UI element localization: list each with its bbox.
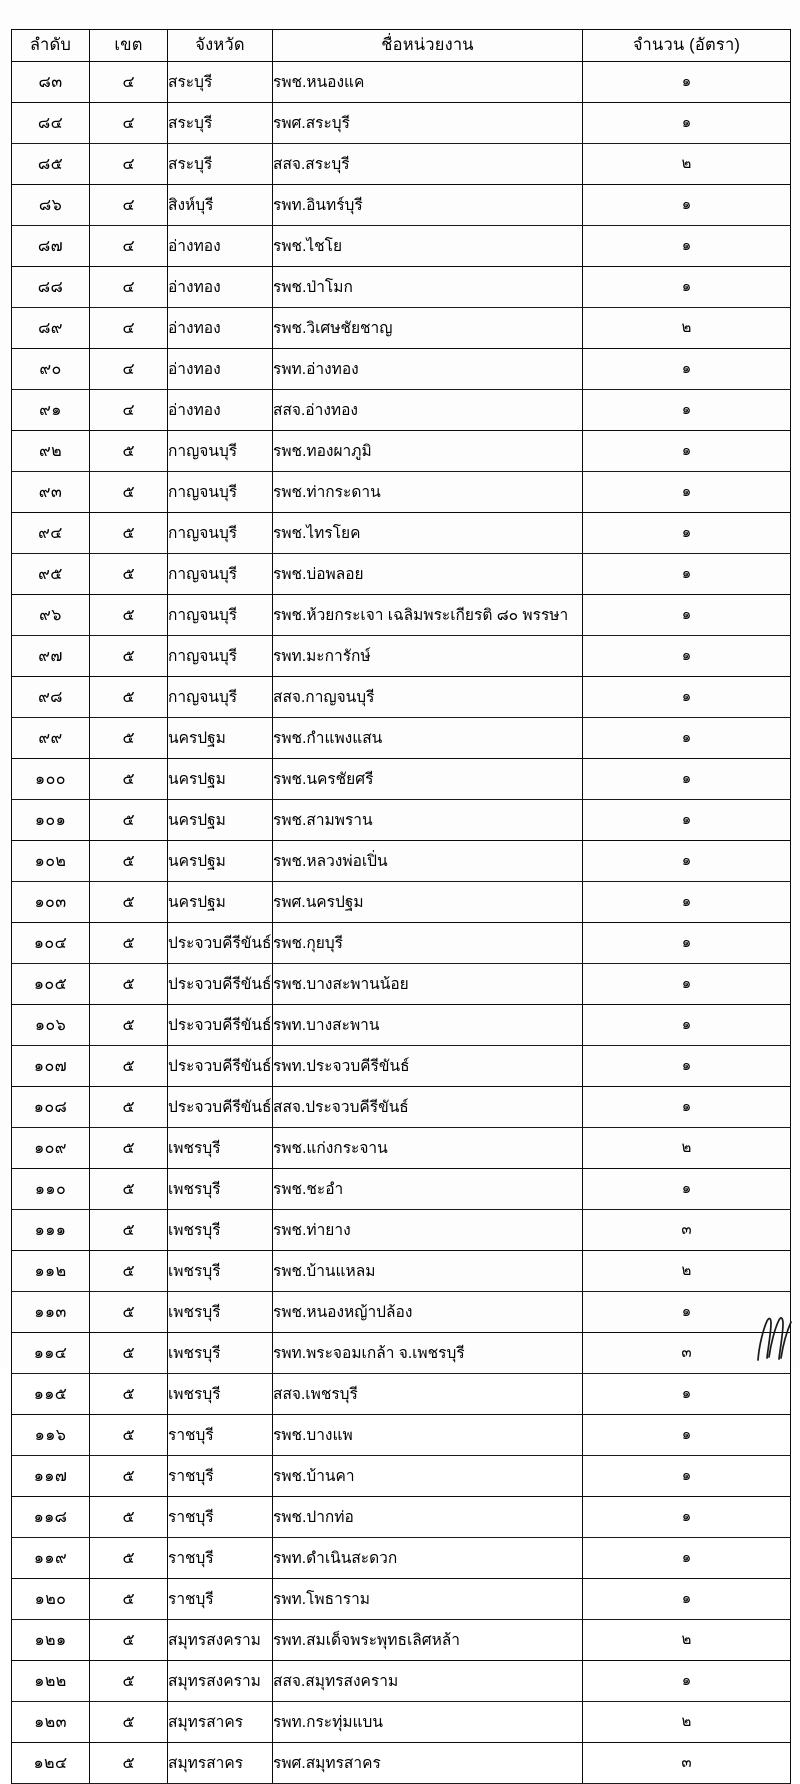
column-header-organization: ชื่อหน่วยงาน	[273, 30, 583, 62]
table-row	[12, 185, 791, 226]
cell-quantity: ๑	[583, 882, 791, 923]
cell-organization: รพช.บ่อพลอย	[273, 554, 583, 595]
cell-quantity: ๑	[583, 513, 791, 554]
cell-zone: ๔	[90, 267, 168, 308]
cell-quantity: ๑	[583, 1169, 791, 1210]
cell-organization: รพช.ห้วยกระเจา เฉลิมพระเกียรติ ๘๐ พรรษา	[273, 595, 583, 636]
cell-seq: ๙๕	[12, 554, 90, 595]
cell-seq: ๑๒๑	[12, 1620, 90, 1661]
cell-quantity: ๑	[583, 1374, 791, 1415]
cell-zone: ๕	[90, 1497, 168, 1538]
table-row	[12, 144, 791, 185]
cell-province: นครปฐม	[168, 882, 273, 923]
cell-organization: รพศ.สมุทรสาคร	[273, 1743, 583, 1784]
cell-quantity: ๑	[583, 472, 791, 513]
cell-quantity: ๑	[583, 1497, 791, 1538]
cell-province: อ่างทอง	[168, 349, 273, 390]
cell-seq: ๑๑๙	[12, 1538, 90, 1579]
table-row	[12, 677, 791, 718]
cell-zone: ๕	[90, 1374, 168, 1415]
cell-quantity: ๑	[583, 1046, 791, 1087]
cell-quantity: ๑	[583, 1538, 791, 1579]
cell-province: ประจวบคีรีขันธ์	[168, 1046, 273, 1087]
cell-quantity: ๑	[583, 1005, 791, 1046]
cell-province: กาญจนบุรี	[168, 472, 273, 513]
cell-seq: ๙๗	[12, 636, 90, 677]
cell-zone: ๕	[90, 1743, 168, 1784]
cell-seq: ๘๘	[12, 267, 90, 308]
cell-zone: ๕	[90, 636, 168, 677]
cell-organization: รพท.โพธาราม	[273, 1579, 583, 1620]
cell-province: กาญจนบุรี	[168, 554, 273, 595]
cell-zone: ๕	[90, 513, 168, 554]
cell-zone: ๕	[90, 677, 168, 718]
cell-organization: รพช.หนองแค	[273, 62, 583, 103]
table-row	[12, 1333, 791, 1374]
cell-quantity: ๑	[583, 595, 791, 636]
table-row	[12, 1620, 791, 1661]
cell-province: ราชบุรี	[168, 1497, 273, 1538]
cell-quantity: ๑	[583, 1661, 791, 1702]
cell-zone: ๕	[90, 841, 168, 882]
cell-province: สมุทรสงคราม	[168, 1620, 273, 1661]
table-header	[12, 30, 791, 62]
cell-organization: รพช.ไชโย	[273, 226, 583, 267]
cell-organization: สสจ.สระบุรี	[273, 144, 583, 185]
cell-quantity: ๑	[583, 923, 791, 964]
cell-organization: รพท.กระทุ่มแบน	[273, 1702, 583, 1743]
cell-organization: รพช.กำแพงแสน	[273, 718, 583, 759]
cell-organization: รพช.บ้านคา	[273, 1456, 583, 1497]
cell-zone: ๕	[90, 1415, 168, 1456]
cell-seq: ๑๐๓	[12, 882, 90, 923]
table-row	[12, 472, 791, 513]
table-row	[12, 349, 791, 390]
cell-seq: ๑๒๐	[12, 1579, 90, 1620]
cell-organization: รพช.วิเศษชัยชาญ	[273, 308, 583, 349]
column-header-quantity: จำนวน (อัตรา)	[583, 30, 791, 62]
table-row	[12, 1251, 791, 1292]
cell-zone: ๕	[90, 1333, 168, 1374]
cell-organization: รพช.นครชัยศรี	[273, 759, 583, 800]
header-row	[12, 30, 791, 62]
column-header-zone: เขต	[90, 30, 168, 62]
column-header-province: จังหวัด	[168, 30, 273, 62]
cell-zone: ๔	[90, 62, 168, 103]
table-row	[12, 1169, 791, 1210]
table-row	[12, 1743, 791, 1784]
cell-quantity: ๒	[583, 1251, 791, 1292]
cell-province: อ่างทอง	[168, 390, 273, 431]
cell-zone: ๕	[90, 1702, 168, 1743]
cell-province: อ่างทอง	[168, 308, 273, 349]
cell-seq: ๑๑๒	[12, 1251, 90, 1292]
cell-seq: ๙๙	[12, 718, 90, 759]
table-row	[12, 1210, 791, 1251]
table-row	[12, 103, 791, 144]
cell-quantity: ๓	[583, 1743, 791, 1784]
cell-province: สมุทรสาคร	[168, 1702, 273, 1743]
table-row	[12, 636, 791, 677]
cell-quantity: ๑	[583, 1292, 791, 1333]
cell-zone: ๕	[90, 759, 168, 800]
cell-seq: ๑๐๔	[12, 923, 90, 964]
cell-province: นครปฐม	[168, 800, 273, 841]
cell-seq: ๑๐๒	[12, 841, 90, 882]
cell-zone: ๕	[90, 1538, 168, 1579]
cell-seq: ๙๒	[12, 431, 90, 472]
cell-organization: สสจ.อ่างทอง	[273, 390, 583, 431]
cell-province: สระบุรี	[168, 103, 273, 144]
table-row	[12, 1128, 791, 1169]
cell-zone: ๕	[90, 923, 168, 964]
cell-seq: ๙๑	[12, 390, 90, 431]
cell-quantity: ๑	[583, 841, 791, 882]
cell-province: ประจวบคีรีขันธ์	[168, 923, 273, 964]
cell-zone: ๕	[90, 1046, 168, 1087]
table-row	[12, 800, 791, 841]
cell-zone: ๕	[90, 800, 168, 841]
table-row	[12, 882, 791, 923]
cell-seq: ๘๙	[12, 308, 90, 349]
cell-quantity: ๒	[583, 1702, 791, 1743]
cell-quantity: ๑	[583, 226, 791, 267]
table-row	[12, 923, 791, 964]
cell-zone: ๕	[90, 1579, 168, 1620]
cell-seq: ๑๑๐	[12, 1169, 90, 1210]
cell-quantity: ๒	[583, 1620, 791, 1661]
cell-province: กาญจนบุรี	[168, 431, 273, 472]
cell-zone: ๕	[90, 1661, 168, 1702]
cell-quantity: ๑	[583, 390, 791, 431]
cell-zone: ๕	[90, 472, 168, 513]
cell-zone: ๕	[90, 1005, 168, 1046]
cell-organization: รพช.บางสะพานน้อย	[273, 964, 583, 1005]
cell-organization: รพท.ประจวบคีรีขันธ์	[273, 1046, 583, 1087]
cell-seq: ๑๒๔	[12, 1743, 90, 1784]
cell-province: สระบุรี	[168, 144, 273, 185]
table-row	[12, 759, 791, 800]
cell-province: ราชบุรี	[168, 1415, 273, 1456]
table-row	[12, 1661, 791, 1702]
cell-seq: ๘๓	[12, 62, 90, 103]
cell-quantity: ๓	[583, 1333, 791, 1374]
cell-seq: ๑๑๖	[12, 1415, 90, 1456]
table-row	[12, 1702, 791, 1743]
cell-organization: รพช.สามพราน	[273, 800, 583, 841]
cell-seq: ๙๘	[12, 677, 90, 718]
cell-seq: ๑๐๐	[12, 759, 90, 800]
cell-quantity: ๒	[583, 144, 791, 185]
cell-zone: ๔	[90, 103, 168, 144]
cell-zone: ๕	[90, 1169, 168, 1210]
cell-quantity: ๒	[583, 308, 791, 349]
cell-zone: ๕	[90, 1292, 168, 1333]
cell-zone: ๕	[90, 1620, 168, 1661]
cell-province: เพชรบุรี	[168, 1292, 273, 1333]
cell-organization: รพท.อินทร์บุรี	[273, 185, 583, 226]
cell-quantity: ๑	[583, 1456, 791, 1497]
cell-seq: ๙๓	[12, 472, 90, 513]
cell-province: ราชบุรี	[168, 1538, 273, 1579]
cell-organization: รพช.ท่ากระดาน	[273, 472, 583, 513]
cell-province: นครปฐม	[168, 841, 273, 882]
cell-province: ราชบุรี	[168, 1456, 273, 1497]
cell-quantity: ๑	[583, 431, 791, 472]
column-header-seq: ลำดับ	[12, 30, 90, 62]
cell-province: กาญจนบุรี	[168, 636, 273, 677]
table-row	[12, 1087, 791, 1128]
cell-province: สมุทรสาคร	[168, 1743, 273, 1784]
cell-organization: รพช.แก่งกระจาน	[273, 1128, 583, 1169]
cell-organization: รพช.ท่ายาง	[273, 1210, 583, 1251]
cell-zone: ๔	[90, 185, 168, 226]
cell-province: เพชรบุรี	[168, 1251, 273, 1292]
cell-seq: ๘๔	[12, 103, 90, 144]
cell-province: เพชรบุรี	[168, 1169, 273, 1210]
cell-organization: รพช.ไทรโยค	[273, 513, 583, 554]
cell-province: เพชรบุรี	[168, 1374, 273, 1415]
table-row	[12, 267, 791, 308]
cell-zone: ๔	[90, 226, 168, 267]
cell-organization: รพท.บางสะพาน	[273, 1005, 583, 1046]
cell-province: เพชรบุรี	[168, 1128, 273, 1169]
cell-organization: รพศ.สระบุรี	[273, 103, 583, 144]
cell-organization: สสจ.กาญจนบุรี	[273, 677, 583, 718]
cell-organization: รพท.อ่างทอง	[273, 349, 583, 390]
cell-organization: รพช.บ้านแหลม	[273, 1251, 583, 1292]
table-row	[12, 1374, 791, 1415]
table-row	[12, 308, 791, 349]
cell-organization: รพช.หลวงพ่อเปิ่น	[273, 841, 583, 882]
cell-seq: ๑๐๗	[12, 1046, 90, 1087]
cell-quantity: ๑	[583, 1087, 791, 1128]
cell-province: นครปฐม	[168, 759, 273, 800]
units-table	[11, 29, 791, 1784]
cell-quantity: ๒	[583, 1128, 791, 1169]
cell-organization: รพช.หนองหญ้าปล้อง	[273, 1292, 583, 1333]
cell-quantity: ๑	[583, 349, 791, 390]
cell-organization: รพช.ปากท่อ	[273, 1497, 583, 1538]
table-row	[12, 554, 791, 595]
cell-seq: ๘๕	[12, 144, 90, 185]
cell-quantity: ๑	[583, 800, 791, 841]
cell-province: นครปฐม	[168, 718, 273, 759]
cell-seq: ๙๔	[12, 513, 90, 554]
table-row	[12, 1456, 791, 1497]
cell-seq: ๑๒๓	[12, 1702, 90, 1743]
table-row	[12, 62, 791, 103]
cell-province: สระบุรี	[168, 62, 273, 103]
cell-province: กาญจนบุรี	[168, 595, 273, 636]
cell-seq: ๑๑๓	[12, 1292, 90, 1333]
table-container	[11, 29, 790, 1784]
cell-organization: รพช.ทองผาภูมิ	[273, 431, 583, 472]
cell-seq: ๑๐๙	[12, 1128, 90, 1169]
cell-zone: ๕	[90, 1128, 168, 1169]
cell-province: เพชรบุรี	[168, 1210, 273, 1251]
cell-zone: ๕	[90, 554, 168, 595]
table-row	[12, 226, 791, 267]
cell-quantity: ๑	[583, 1415, 791, 1456]
table-row	[12, 964, 791, 1005]
cell-province: ประจวบคีรีขันธ์	[168, 964, 273, 1005]
cell-organization: รพช.กุยบุรี	[273, 923, 583, 964]
cell-seq: ๑๒๒	[12, 1661, 90, 1702]
table-row	[12, 431, 791, 472]
cell-seq: ๙๐	[12, 349, 90, 390]
cell-zone: ๔	[90, 349, 168, 390]
table-row	[12, 1579, 791, 1620]
cell-quantity: ๑	[583, 103, 791, 144]
cell-organization: รพช.ชะอำ	[273, 1169, 583, 1210]
cell-organization: สสจ.ประจวบคีรีขันธ์	[273, 1087, 583, 1128]
cell-province: ประจวบคีรีขันธ์	[168, 1005, 273, 1046]
cell-province: อ่างทอง	[168, 267, 273, 308]
cell-quantity: ๑	[583, 267, 791, 308]
cell-zone: ๔	[90, 390, 168, 431]
cell-zone: ๕	[90, 1210, 168, 1251]
table-row	[12, 718, 791, 759]
cell-organization: รพท.สมเด็จพระพุทธเลิศหล้า	[273, 1620, 583, 1661]
cell-zone: ๕	[90, 964, 168, 1005]
cell-quantity: ๑	[583, 964, 791, 1005]
cell-organization: รพท.มะการักษ์	[273, 636, 583, 677]
table-row	[12, 1538, 791, 1579]
cell-organization: รพช.ป่าโมก	[273, 267, 583, 308]
cell-organization: รพท.ดำเนินสะดวก	[273, 1538, 583, 1579]
cell-seq: ๑๐๕	[12, 964, 90, 1005]
table-row	[12, 1046, 791, 1087]
cell-seq: ๑๐๖	[12, 1005, 90, 1046]
cell-province: ราชบุรี	[168, 1579, 273, 1620]
cell-province: อ่างทอง	[168, 226, 273, 267]
cell-quantity: ๑	[583, 185, 791, 226]
cell-seq: ๑๑๑	[12, 1210, 90, 1251]
table-row	[12, 595, 791, 636]
table-row	[12, 1005, 791, 1046]
cell-quantity: ๑	[583, 62, 791, 103]
cell-province: สมุทรสงคราม	[168, 1661, 273, 1702]
cell-zone: ๔	[90, 144, 168, 185]
cell-organization: รพช.บางแพ	[273, 1415, 583, 1456]
cell-organization: สสจ.สมุทรสงคราม	[273, 1661, 583, 1702]
cell-seq: ๘๖	[12, 185, 90, 226]
cell-zone: ๕	[90, 1087, 168, 1128]
cell-quantity: ๑	[583, 1579, 791, 1620]
table-row	[12, 1497, 791, 1538]
cell-seq: ๑๑๕	[12, 1374, 90, 1415]
table-body	[12, 62, 791, 1784]
cell-zone: ๕	[90, 595, 168, 636]
cell-organization: สสจ.เพชรบุรี	[273, 1374, 583, 1415]
table-row	[12, 1292, 791, 1333]
cell-seq: ๙๖	[12, 595, 90, 636]
cell-seq: ๑๐๘	[12, 1087, 90, 1128]
cell-quantity: ๑	[583, 636, 791, 677]
cell-province: เพชรบุรี	[168, 1333, 273, 1374]
cell-organization: รพศ.นครปฐม	[273, 882, 583, 923]
cell-zone: ๔	[90, 308, 168, 349]
cell-zone: ๕	[90, 718, 168, 759]
cell-province: ประจวบคีรีขันธ์	[168, 1087, 273, 1128]
cell-seq: ๘๗	[12, 226, 90, 267]
table-row	[12, 513, 791, 554]
cell-quantity: ๑	[583, 759, 791, 800]
cell-zone: ๕	[90, 1251, 168, 1292]
cell-quantity: ๑	[583, 677, 791, 718]
cell-seq: ๑๐๑	[12, 800, 90, 841]
cell-province: กาญจนบุรี	[168, 513, 273, 554]
cell-seq: ๑๑๔	[12, 1333, 90, 1374]
cell-zone: ๕	[90, 882, 168, 923]
cell-organization: รพท.พระจอมเกล้า จ.เพชรบุรี	[273, 1333, 583, 1374]
cell-province: กาญจนบุรี	[168, 677, 273, 718]
cell-zone: ๕	[90, 1456, 168, 1497]
table-row	[12, 1415, 791, 1456]
cell-province: สิงห์บุรี	[168, 185, 273, 226]
cell-quantity: ๑	[583, 554, 791, 595]
cell-seq: ๑๑๘	[12, 1497, 90, 1538]
cell-zone: ๕	[90, 431, 168, 472]
table-row	[12, 390, 791, 431]
cell-quantity: ๑	[583, 718, 791, 759]
cell-quantity: ๓	[583, 1210, 791, 1251]
cell-seq: ๑๑๗	[12, 1456, 90, 1497]
table-row	[12, 841, 791, 882]
